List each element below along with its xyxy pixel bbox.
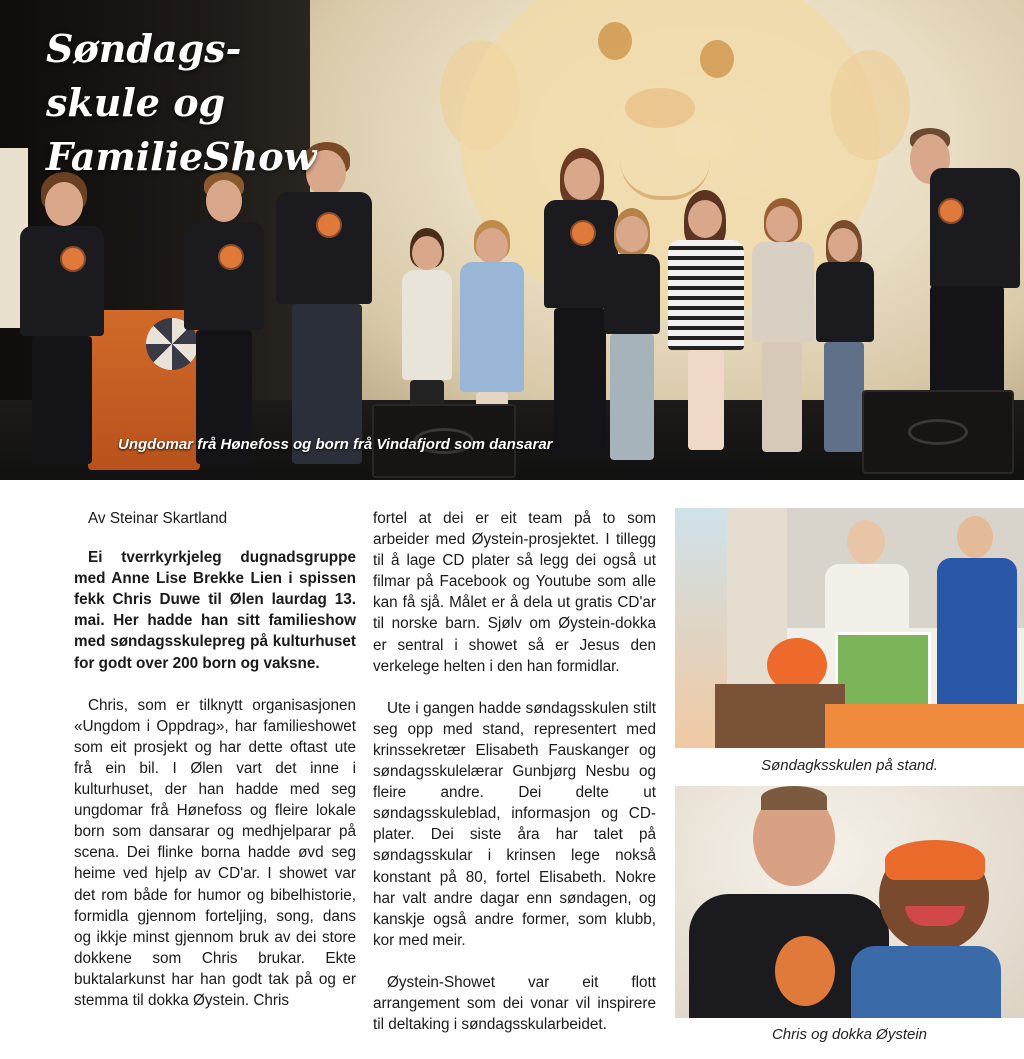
- byline: Av Steinar Skartland: [88, 510, 228, 527]
- dancer-2: [180, 172, 270, 472]
- child-4: [662, 190, 750, 460]
- child-3: [600, 208, 664, 468]
- chris-puppet-photo: [675, 786, 1024, 1018]
- body-paragraph: Ute i gangen hadde søndagsskulen stilt seg opp med stand, representert med krinssekretær Elisabeth Fauskanger og søndagsskulelærar Gunbjørg Nesbu og fleire andre. Dei delte ut søndagsskuleblad, informasjon og CD-plater. Dei siste åra har talet på søndagsskular i krinsen lege nokså konstant på 80, fortel Elisabeth. Nokre har valt andre dagar enn søndagen, og kanskje også andre former, som klubb, kor med meir.: [373, 699, 656, 949]
- backdrop-eye: [700, 40, 734, 78]
- lead-paragraph: Ei tverrkyrkjeleg dugnadsgruppe med Anne Lise Brekke Lien i spissen fekk Chris Duwe til Ølen laurdag 13. mai. Her hadde han sitt familieshow med søndagsskulepreg på kulturhuset for godt over 200 born og vaksne.: [74, 549, 356, 672]
- title-line: FamilieShow: [46, 134, 317, 179]
- photo-caption: Søndagksskulen på stand.: [761, 757, 938, 774]
- text-column-1: [74, 508, 356, 1011]
- body-paragraph: Chris, som er tilknytt organisasjonen «Ungdom i Oppdrag», har familieshowet som eit prosjekt og har dette oftast ute frå ein bil. I Ølen vart det inne i kulturhuset, der han hadde med seg ungdomar frå Hønefoss og fleire lokale born som dansarar og medhjelparar på scena. Dei flinke borna hadde øvd seg heime ved hjelp av CD'ar. I showet var det rom både for humor og bibelhistorie, formidla gjennom forteljing, song, dans og ikkje minst gjennom bruk av dei store dokkene som Chris brukar. Ekte buktalarkunst har han godt tak på og er stemma til dokka Øystein. Chris: [74, 696, 356, 1009]
- article-title: [46, 22, 316, 184]
- dancer-3: [266, 142, 376, 472]
- backdrop-ear: [830, 50, 910, 160]
- backdrop-nose: [625, 88, 695, 128]
- dancer-1: [8, 172, 108, 472]
- chris-on-stage: [900, 128, 1024, 398]
- child-5: [748, 198, 818, 460]
- stage-speaker: [862, 390, 1014, 474]
- text-column-2: [373, 508, 656, 1056]
- backdrop-eye: [598, 22, 632, 60]
- body-paragraph: Øystein-Showet var eit flott arrangement som dei vonar vil inspirere til deltaking i søndagsskularbeidet.: [373, 973, 656, 1034]
- title-line: skule og: [46, 80, 226, 125]
- hero-caption: Ungdomar frå Hønefoss og born frå Vindafjord som dansarar: [118, 436, 553, 453]
- body-paragraph: fortel at dei er eit team på to som arbeider med Øystein-prosjektet. I tillegg til å lage CD plater så legg dei også ut filmar på Facebook og Youtube som alle kan få sjå. Målet er å dela ut gratis CD'ar til norske barn. Sjølv om Øystein-dokka er sentral i showet så er Jesus den verkelege helten i den han formidlar.: [373, 510, 656, 675]
- photo-caption: Chris og dokka Øystein: [771, 1026, 928, 1043]
- hero-photo: [0, 0, 1024, 480]
- stand-photo: [675, 508, 1024, 748]
- title-line: Søndags-: [46, 26, 242, 71]
